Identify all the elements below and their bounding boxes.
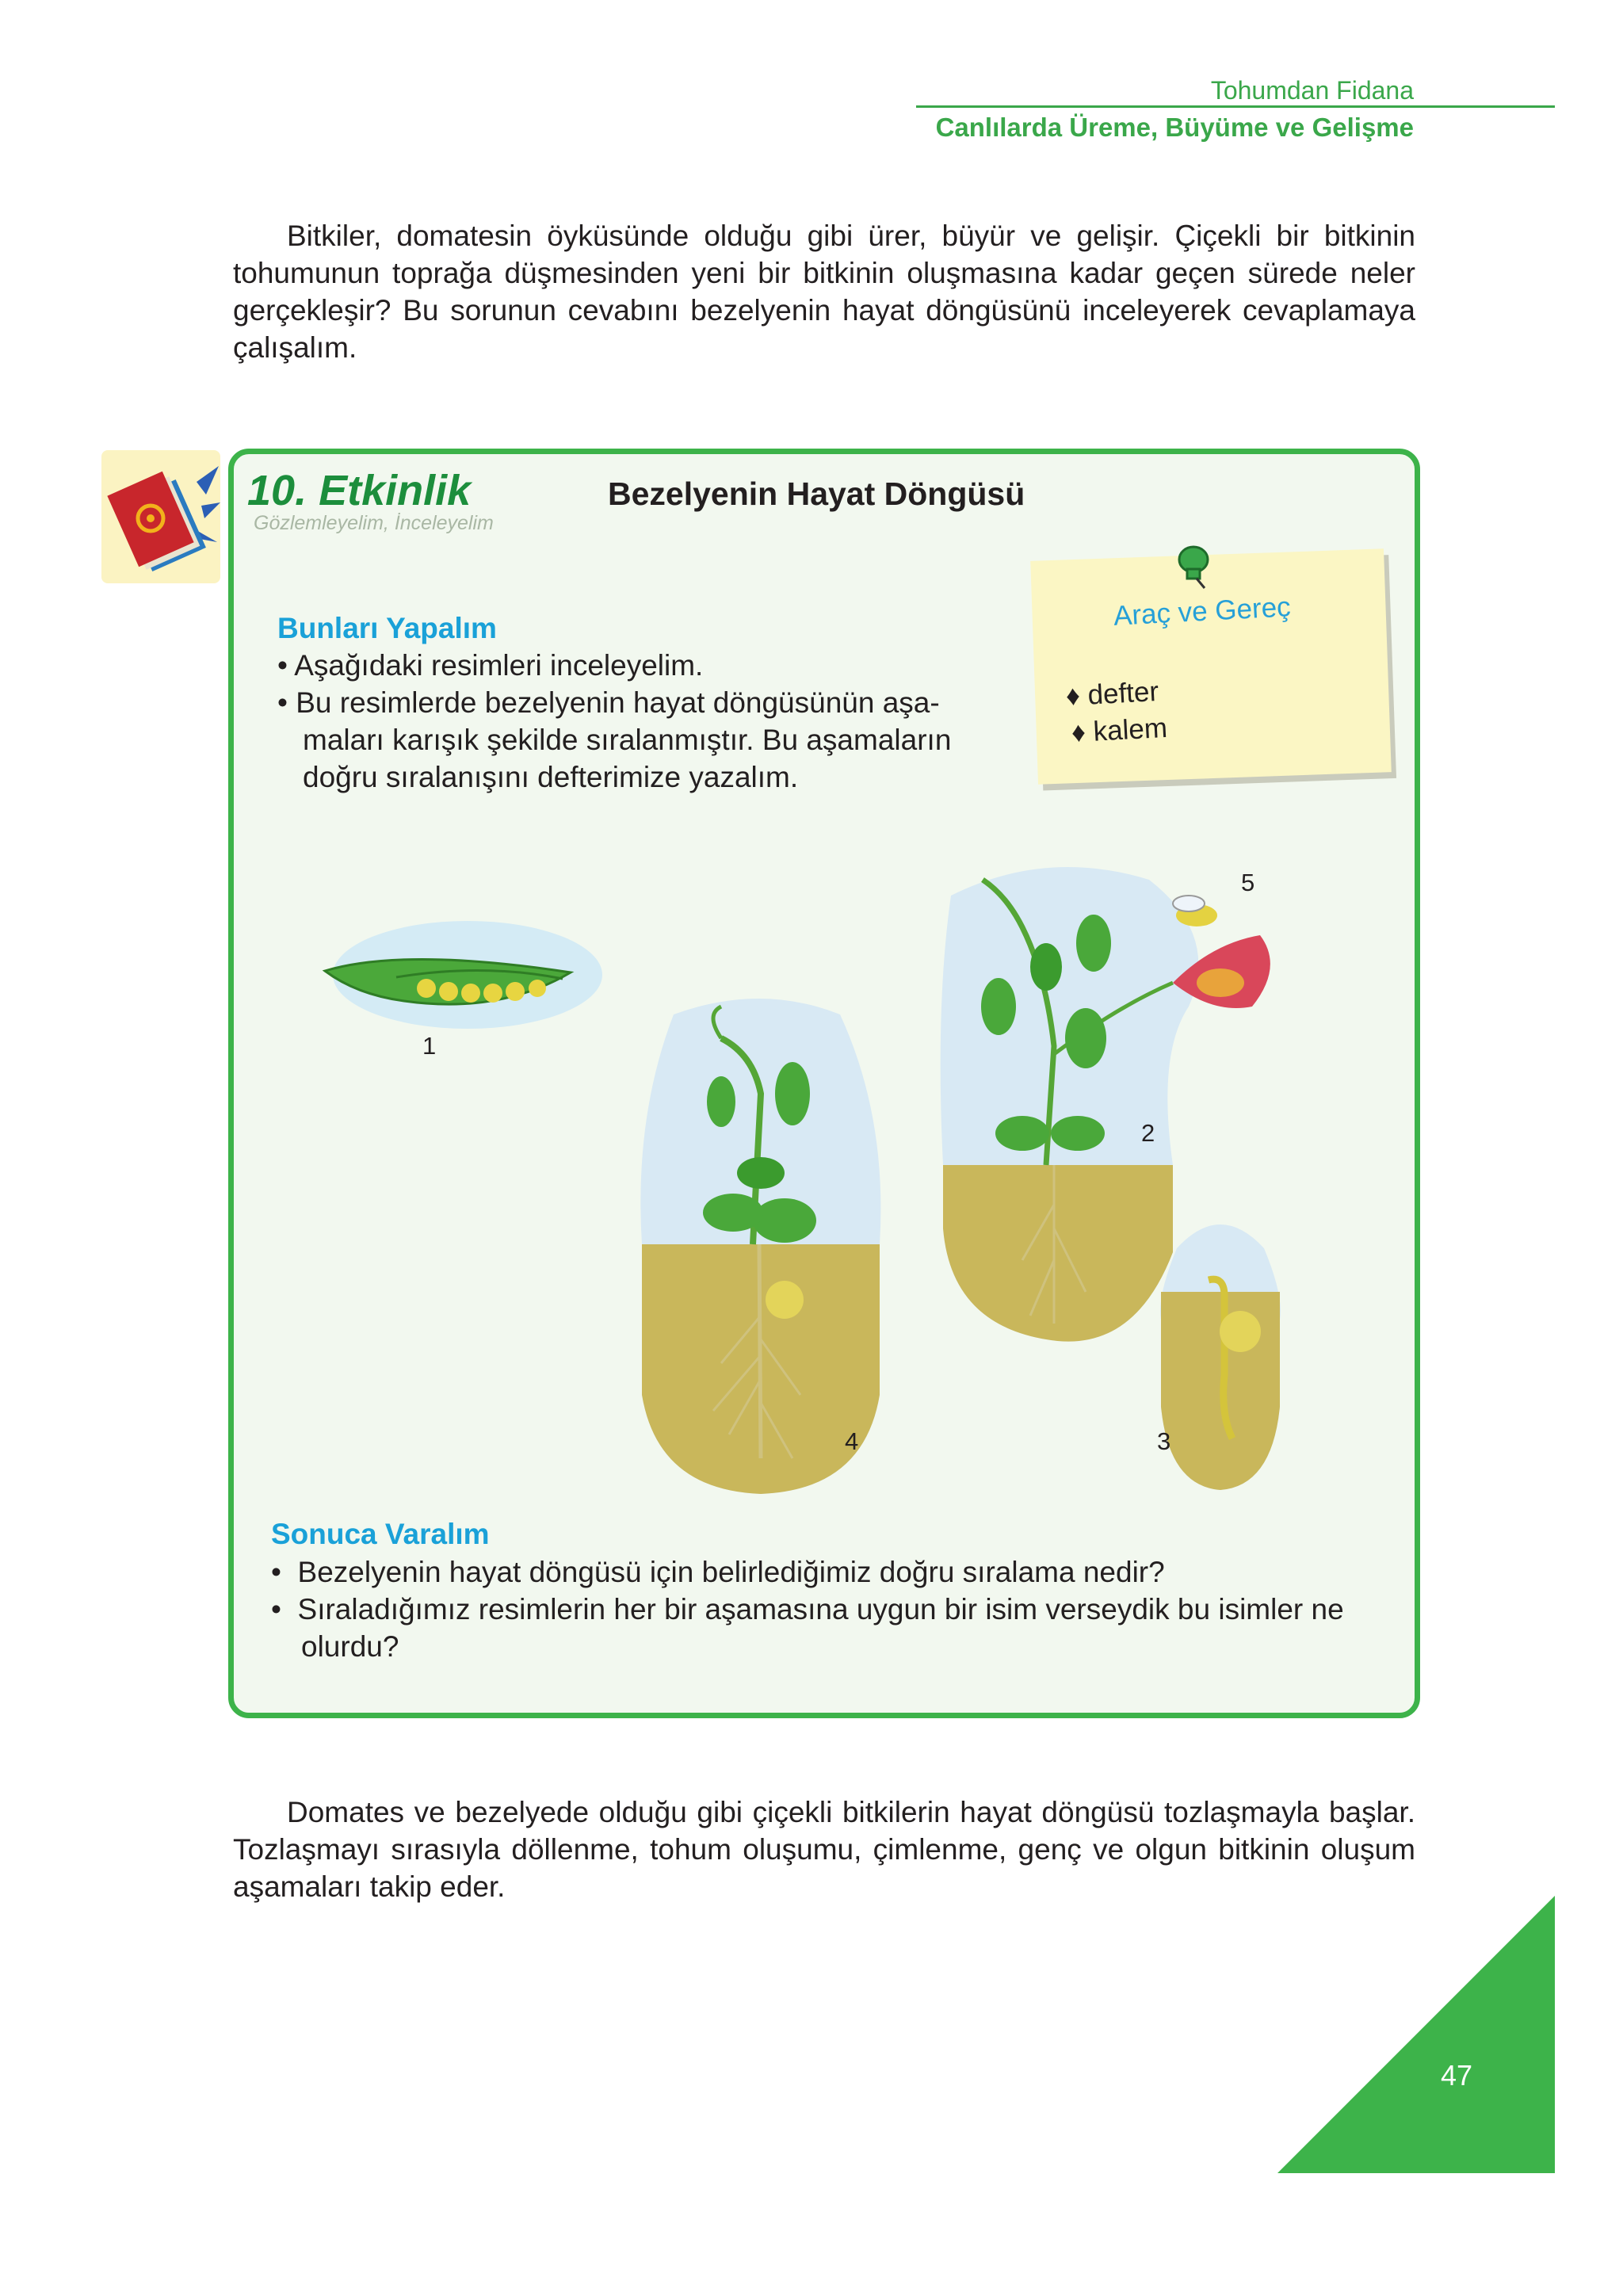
materials-heading: Araç ve Gereç [1113,591,1292,632]
intro-paragraph: Bitkiler, domatesin öyküsünde olduğu gibi ürer, büyür ve gelişir. Çiçekli bir bitkinin tohumunun toprağa düşmesinden yeni bir bitkinin oluşmasına kadar geçen sürede neler gerçekleşir? Bu sorunun cevabını bezelyenin hayat döngüsünü inceleyerek cevaplamaya çalışalım. [233,220,1415,364]
step-item-continued: doğru sıralanışını defterimize yazalım. [303,761,799,793]
steps-heading: Bunları Yapalım [277,612,497,644]
conclusion-heading: Sonuca Varalım [271,1518,490,1550]
closing-paragraph: Domates ve bezelyede olduğu gibi çiçekli bitkilerin hayat döngüsü tozlaşmayla başlar. Tozlaşmayı sırasıyla döllenme, tohum oluşumu, çimlenme, genç ve olgun bitkinin oluşum aşamaları takip eder. [233,1796,1415,1903]
activity-number: 10. Etkinlik [247,467,472,514]
image-label-2: 2 [1141,1119,1155,1147]
unit-title: Canlılarda Üreme, Büyüme ve Gelişme [935,113,1414,142]
activity-subtitle: Gözlemleyelim, İnceleyelim [254,512,494,534]
pea-pod-illustration [309,915,602,1034]
diamond-bullet-icon: ♦ [1065,679,1089,712]
header-rule [916,105,1555,108]
step-item: • Aşağıdaki resimleri inceleyelim. [277,649,704,682]
materials-item: ♦ defter [1065,675,1160,712]
diamond-bullet-icon: ♦ [1071,716,1094,749]
materials-item: ♦ kalem [1071,712,1168,749]
step-item: • Bu resimlerde bezelyenin hayat döngüsünün aşa- [277,686,940,719]
step-item-continued: maları karışık şekilde sıralanmıştır. Bu aşamaların [303,724,952,756]
pushpin-icon [1173,542,1217,590]
germinating-seed-illustration [1153,1201,1288,1494]
book-icon [101,450,220,583]
conclusion-item-continued: olurdu? [301,1630,399,1663]
image-label-5: 5 [1241,869,1255,896]
page-number: 47 [1441,2059,1473,2092]
conclusion-item: • Bezelyenin hayat döngüsü için belirlediğimiz doğru sıralama nedir? [271,1556,1165,1588]
young-plant-illustration [626,983,896,1498]
image-label-1: 1 [422,1032,437,1060]
conclusion-item: • Sıraladığımız resimlerin her bir aşamasına uygun bir isim verseydik bu isimler ne [271,1593,1344,1626]
image-label-3: 3 [1157,1427,1171,1455]
image-label-4: 4 [845,1427,859,1455]
activity-title: Bezelyenin Hayat Döngüsü [608,476,1025,512]
chapter-title: Tohumdan Fidana [1210,76,1414,105]
page-corner-triangle [1277,1896,1555,2173]
